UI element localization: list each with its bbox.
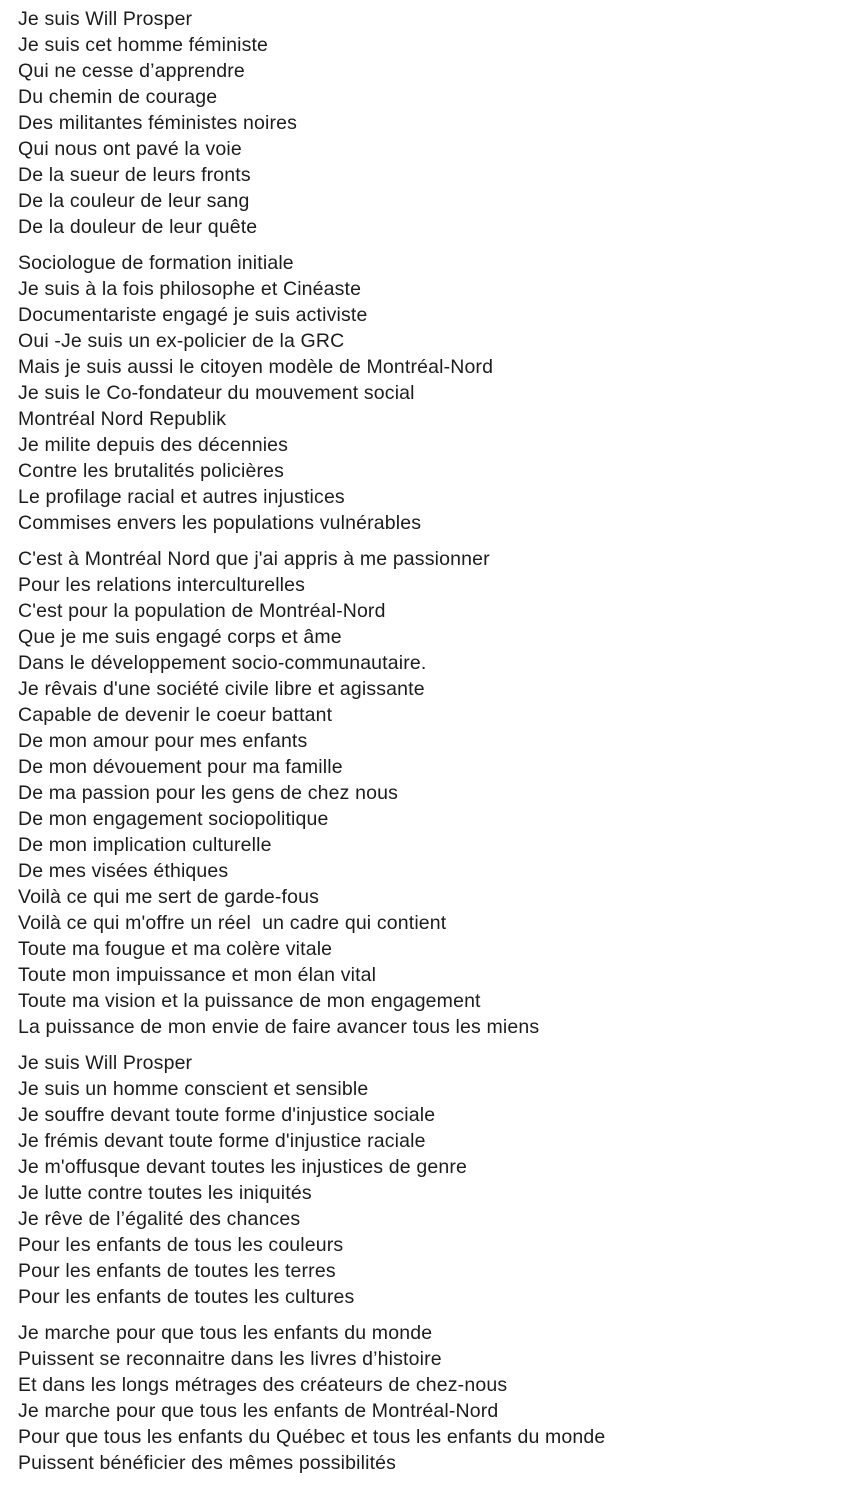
poem-line: De mon engagement sociopolitique <box>18 808 329 830</box>
stanza-1 <box>18 6 858 240</box>
poem-line: Puissent bénéficier des mêmes possibilités <box>18 1452 397 1474</box>
poem-line: Je rêve de l’égalité des chances <box>18 1208 301 1230</box>
poem-line: Je souffre devant toute forme d'injustice sociale <box>18 1104 436 1126</box>
poem-line: Je suis Will Prosper <box>18 1052 193 1074</box>
poem-line: De la sueur de leurs fronts <box>18 164 251 186</box>
poem-line: De mes visées éthiques <box>18 860 229 882</box>
poem-line: Je rêvais d'une société civile libre et agissante <box>18 678 425 700</box>
poem-line: De la douleur de leur quête <box>18 216 258 238</box>
poem-line: Contre les brutalités policières <box>18 460 285 482</box>
poem-line: Je suis un homme conscient et sensible <box>18 1078 369 1100</box>
poem-line: C'est à Montréal Nord que j'ai appris à me passionner <box>18 548 490 570</box>
poem-line: Montréal Nord Republik <box>18 408 227 430</box>
poem-line: Je suis à la fois philosophe et Cinéaste <box>18 278 362 300</box>
poem-line: Pour les enfants de toutes les terres <box>18 1260 336 1282</box>
poem-line: Que je me suis engagé corps et âme <box>18 626 342 648</box>
poem-line: Pour que tous les enfants du Québec et tous les enfants du monde <box>18 1426 606 1448</box>
stanza-3 <box>18 546 858 1040</box>
poem-line: Je suis Will Prosper <box>18 8 193 30</box>
poem-line: Commises envers les populations vulnérables <box>18 512 422 534</box>
poem-line: Je milite depuis des décennies <box>18 434 289 456</box>
poem-line: Je lutte contre toutes les iniquités <box>18 1182 312 1204</box>
poem-line: Toute mon impuissance et mon élan vital <box>18 964 377 986</box>
poem-line: Je suis cet homme féministe <box>18 34 269 56</box>
poem-line: Je marche pour que tous les enfants de Montréal-Nord <box>18 1400 499 1422</box>
poem-line: Mais je suis aussi le citoyen modèle de Montréal-Nord <box>18 356 494 378</box>
poem-line: Le profilage racial et autres injustices <box>18 486 345 508</box>
poem-line: De mon implication culturelle <box>18 834 272 856</box>
poem-line: De la couleur de leur sang <box>18 190 250 212</box>
stanza-2 <box>18 250 858 536</box>
poem-text <box>18 6 858 1486</box>
poem-line: Capable de devenir le coeur battant <box>18 704 333 726</box>
poem-line: Je frémis devant toute forme d'injustice raciale <box>18 1130 426 1152</box>
poem-line: Oui -Je suis un ex-policier de la GRC <box>18 330 345 352</box>
poem-line: Sociologue de formation initiale <box>18 252 294 274</box>
poem-line: Voilà ce qui m'offre un réel un cadre qui contient <box>18 912 447 934</box>
poem-line: Toute ma vision et la puissance de mon engagement <box>18 990 481 1012</box>
poem-line: Pour les relations interculturelles <box>18 574 306 596</box>
stanza-5 <box>18 1320 858 1476</box>
poem-line: De ma passion pour les gens de chez nous <box>18 782 398 804</box>
poem-line: Dans le développement socio-communautaire. <box>18 652 427 674</box>
stanza-4 <box>18 1050 858 1310</box>
poem-line: Je m'offusque devant toutes les injustices de genre <box>18 1156 467 1178</box>
poem-line: Toute ma fougue et ma colère vitale <box>18 938 333 960</box>
poem-line: C'est pour la population de Montréal-Nord <box>18 600 386 622</box>
poem-line: Qui nous ont pavé la voie <box>18 138 242 160</box>
poem-line: Pour les enfants de toutes les cultures <box>18 1286 355 1308</box>
poem-line: Qui ne cesse d’apprendre <box>18 60 245 82</box>
poem-line: Puissent se reconnaitre dans les livres d’histoire <box>18 1348 442 1370</box>
poem-line: Voilà ce qui me sert de garde-fous <box>18 886 320 908</box>
poem-line: Je suis le Co-fondateur du mouvement social <box>18 382 415 404</box>
poem-line: De mon dévouement pour ma famille <box>18 756 343 778</box>
poem-line: Du chemin de courage <box>18 86 218 108</box>
poem-line: Et dans les longs métrages des créateurs de chez-nous <box>18 1374 508 1396</box>
poem-line: Pour les enfants de tous les couleurs <box>18 1234 344 1256</box>
poem-line: Des militantes féministes noires <box>18 112 297 134</box>
poem-line: Documentariste engagé je suis activiste <box>18 304 368 326</box>
poem-line: De mon amour pour mes enfants <box>18 730 308 752</box>
poem-line: La puissance de mon envie de faire avancer tous les miens <box>18 1016 540 1038</box>
poem-line: Je marche pour que tous les enfants du monde <box>18 1322 433 1344</box>
